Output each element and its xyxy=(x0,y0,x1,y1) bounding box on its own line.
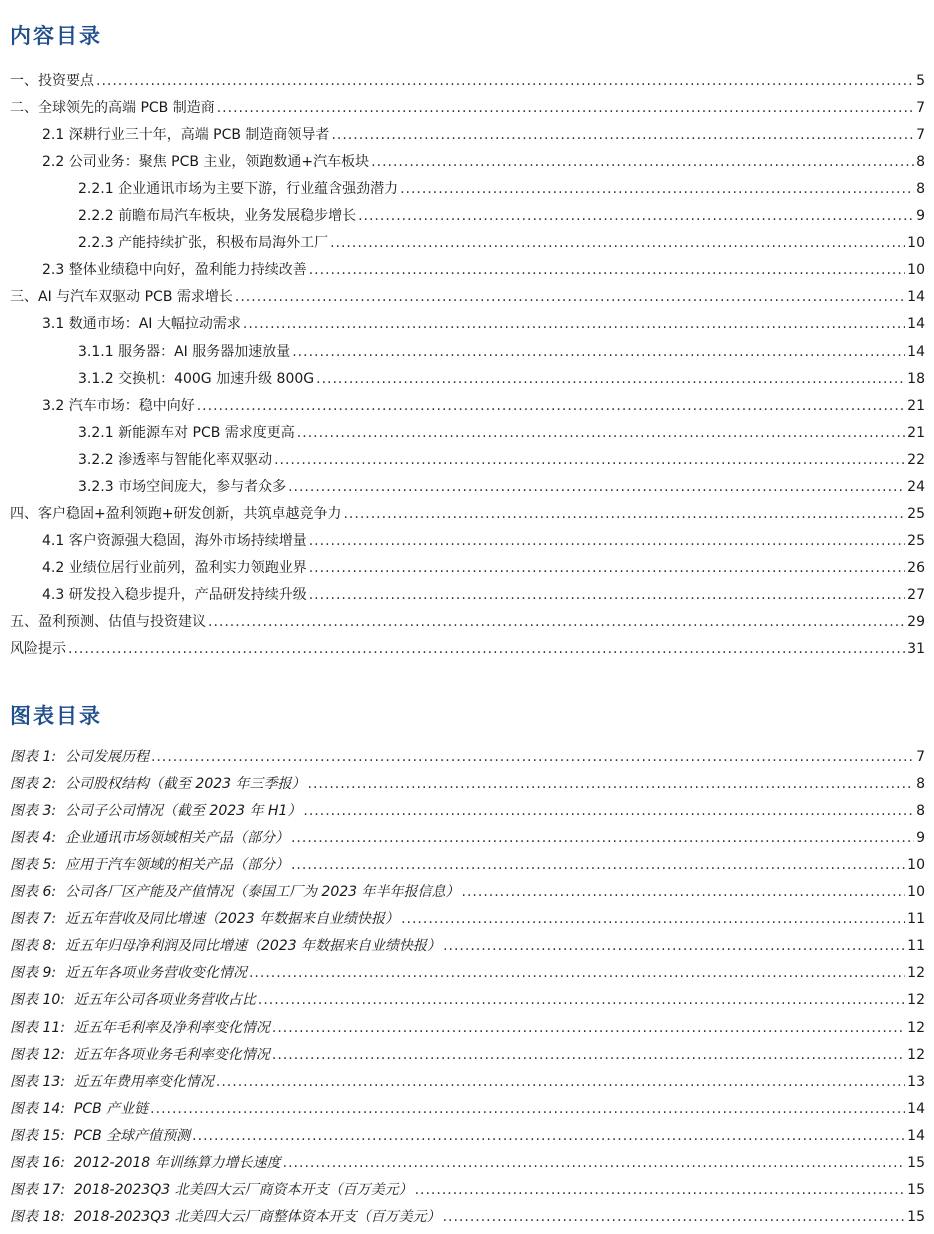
toc-entry-page: 9 xyxy=(916,208,925,225)
toc-entry[interactable] xyxy=(42,151,925,173)
figure-entry[interactable] xyxy=(10,1206,925,1228)
figure-entry-label xyxy=(10,1017,270,1039)
toc-entry[interactable] xyxy=(10,638,925,660)
toc-entry-page: 7 xyxy=(916,100,925,117)
toc-entry-label: 3.2.1 新能源车对 PCB 需求度更高 xyxy=(78,424,295,441)
figure-number: 图表 5: xyxy=(10,857,57,874)
figure-entry[interactable] xyxy=(10,1125,925,1147)
figure-entry-page: 10 xyxy=(907,857,925,874)
figure-number: 图表 17: xyxy=(10,1181,65,1198)
toc-entry[interactable] xyxy=(78,449,925,471)
dot-leader xyxy=(272,1044,905,1066)
figure-entry-label xyxy=(10,908,399,930)
toc-entry-page: 7 xyxy=(916,127,925,144)
figure-entry[interactable] xyxy=(10,1017,925,1039)
toc-entry-label: 四、客户稳固+盈利领跑+研发创新，共筑卓越竞争力 xyxy=(10,505,342,522)
toc-entry-page: 8 xyxy=(916,154,925,171)
figure-title: 近五年营收及同比增速（2023 年数据来自业绩快报） xyxy=(64,911,400,928)
toc-entry-label: 3.2.2 渗透率与智能化率双驱动 xyxy=(78,451,273,468)
toc-entry-page: 22 xyxy=(907,451,925,468)
figure-entry-label xyxy=(10,746,149,768)
toc-entry-label: 三、AI 与汽车双驱动 PCB 需求增长 xyxy=(10,289,233,306)
figure-entry[interactable] xyxy=(10,1071,925,1093)
dot-leader xyxy=(316,368,905,390)
figure-title: 2018-2023Q3 北美四大云厂商整体资本开支（百万美元） xyxy=(73,1208,441,1225)
toc-entry[interactable] xyxy=(42,557,925,579)
figure-entry-page: 10 xyxy=(907,884,925,901)
figure-number: 图表 2: xyxy=(10,776,57,793)
figure-number: 图表 16: xyxy=(10,1154,65,1171)
dot-leader xyxy=(197,395,905,417)
dot-leader xyxy=(96,70,914,92)
figure-entry[interactable] xyxy=(10,1179,925,1201)
figure-title: PCB 全球产值预测 xyxy=(73,1127,191,1144)
dot-leader xyxy=(235,286,905,308)
toc-entry[interactable] xyxy=(10,503,925,525)
toc-entry-page: 14 xyxy=(907,289,925,306)
dot-leader xyxy=(309,530,905,552)
toc-entry-page: 18 xyxy=(907,370,925,387)
figure-number: 图表 15: xyxy=(10,1127,65,1144)
toc-entry-label: 2.1 深耕行业三十年，高端 PCB 制造商领导者 xyxy=(42,127,330,144)
dot-leader xyxy=(192,1125,905,1147)
toc-entry-page: 5 xyxy=(916,73,925,89)
figure-number: 图表 13: xyxy=(10,1073,65,1090)
toc-entry-page: 10 xyxy=(907,262,925,279)
toc-entry[interactable] xyxy=(42,395,925,417)
figure-title: 近五年归母净利润及同比增速（2023 年数据来自业绩快报） xyxy=(64,938,442,955)
toc-entry[interactable] xyxy=(10,611,925,633)
toc-entry-label: 3.1 数通市场：AI 大幅拉动需求 xyxy=(42,316,241,333)
toc-entry-label: 风险提示 xyxy=(10,641,66,658)
figure-entry[interactable] xyxy=(10,746,925,768)
figure-title: 近五年各项业务营收变化情况 xyxy=(64,965,247,982)
figure-entry[interactable] xyxy=(10,773,925,795)
figure-entry[interactable] xyxy=(10,1044,925,1066)
toc-entry-label: 2.2.2 前瞻布局汽车板块，业务发展稳步增长 xyxy=(78,208,357,225)
figure-entry-label xyxy=(10,827,289,849)
figure-entry[interactable] xyxy=(10,908,925,930)
toc-entry[interactable] xyxy=(42,124,925,146)
toc-entry[interactable] xyxy=(78,341,925,363)
figure-entry-label xyxy=(10,881,460,903)
figure-entry-page: 11 xyxy=(907,938,925,955)
toc-entry-label: 一、投资要点 xyxy=(10,73,94,89)
figure-number: 图表 7: xyxy=(10,911,57,928)
figure-entry-page: 14 xyxy=(907,1127,925,1144)
figure-entry-label xyxy=(10,1044,270,1066)
toc-entry-page: 8 xyxy=(916,181,925,198)
toc-entry-label: 二、全球领先的高端 PCB 制造商 xyxy=(10,100,215,117)
figure-entry-page: 12 xyxy=(907,1046,925,1063)
figure-entry[interactable] xyxy=(10,989,925,1011)
figure-title: 近五年各项业务毛利率变化情况 xyxy=(73,1046,270,1063)
figure-entry-page: 7 xyxy=(916,749,925,765)
dot-leader xyxy=(217,97,914,119)
toc-entry-page: 25 xyxy=(907,532,925,549)
dot-leader xyxy=(401,908,905,930)
toc-entry[interactable] xyxy=(10,70,925,92)
dot-leader xyxy=(308,773,915,795)
figures-title: 图表目录 xyxy=(10,704,102,728)
toc-entry-page: 24 xyxy=(907,478,925,495)
figure-entry[interactable] xyxy=(10,827,925,849)
toc-entry-page: 25 xyxy=(907,505,925,522)
toc-entry-page: 26 xyxy=(907,559,925,576)
toc-entry[interactable] xyxy=(10,97,925,119)
dot-leader xyxy=(309,584,905,606)
figure-title: 公司股权结构（截至 2023 年三季报） xyxy=(64,776,306,793)
toc-entry[interactable] xyxy=(78,368,925,390)
toc-entry-page: 27 xyxy=(907,586,925,603)
figure-number: 图表 4: xyxy=(10,830,57,847)
figure-entry-page: 15 xyxy=(907,1181,925,1198)
toc-entry-label: 2.3 整体业绩稳中向好，盈利能力持续改善 xyxy=(42,262,307,279)
toc-entry[interactable] xyxy=(78,178,925,200)
toc-entry-label: 3.1.1 服务器：AI 服务器加速放量 xyxy=(78,343,291,360)
toc-entry[interactable] xyxy=(42,530,925,552)
toc-entry-label: 4.2 业绩位居行业前列，盈利实力领跑业界 xyxy=(42,559,307,576)
dot-leader xyxy=(150,1098,905,1120)
figure-title: PCB 产业链 xyxy=(73,1100,149,1117)
dot-leader xyxy=(292,341,905,363)
figure-entry-label xyxy=(10,962,247,984)
figure-entry[interactable] xyxy=(10,935,925,957)
dot-leader xyxy=(330,232,905,254)
figure-number: 图表 12: xyxy=(10,1046,65,1063)
dot-leader xyxy=(371,151,914,173)
dot-leader xyxy=(462,881,906,903)
dot-leader xyxy=(309,259,905,281)
figure-number: 图表 1: xyxy=(10,749,57,765)
toc-entry[interactable] xyxy=(42,584,925,606)
figure-number: 图表 9: xyxy=(10,965,57,982)
dot-leader xyxy=(358,205,914,227)
figure-entry-page: 13 xyxy=(907,1073,925,1090)
dot-leader xyxy=(291,854,905,876)
toc-entry-label: 3.2.3 市场空间庞大，参与者众多 xyxy=(78,478,287,495)
figure-title: 2012-2018 年训练算力增长速度 xyxy=(73,1154,281,1171)
dot-leader xyxy=(303,800,914,822)
dot-leader xyxy=(291,827,914,849)
figure-title: 公司各厂区产能及产值情况（泰国工厂为 2023 年半年报信息） xyxy=(64,884,460,901)
figure-entry-page: 14 xyxy=(907,1100,925,1117)
figure-entry-label xyxy=(10,1152,281,1174)
toc-entry-label: 4.3 研发投入稳步提升，产品研发持续升级 xyxy=(42,586,307,603)
toc-entry[interactable] xyxy=(42,259,925,281)
figure-number: 图表 14: xyxy=(10,1100,65,1117)
figure-entry[interactable] xyxy=(10,800,925,822)
toc-entry[interactable] xyxy=(78,422,925,444)
toc-entry-label: 3.1.2 交换机：400G 加速升级 800G xyxy=(78,370,315,387)
dot-leader xyxy=(68,638,905,660)
figure-entry[interactable] xyxy=(10,1152,925,1174)
toc-entry-label: 2.2 公司业务：聚焦 PCB 主业，领跑数通+汽车板块 xyxy=(42,154,370,171)
dot-leader xyxy=(415,1179,906,1201)
figure-entry-page: 11 xyxy=(907,911,925,928)
dot-leader xyxy=(243,313,905,335)
dot-leader xyxy=(331,124,914,146)
figure-entry-label xyxy=(10,773,306,795)
figure-entry[interactable] xyxy=(10,881,925,903)
dot-leader xyxy=(283,1152,906,1174)
figure-entry-label xyxy=(10,854,289,876)
figure-entry-page: 12 xyxy=(907,992,925,1009)
figure-entry-label xyxy=(10,1071,214,1093)
dot-leader xyxy=(400,178,914,200)
figure-title: 公司发展历程 xyxy=(64,749,149,765)
figure-title: 企业通讯市场领域相关产品（部分） xyxy=(64,830,289,847)
figure-entry-page: 12 xyxy=(907,1019,925,1036)
dot-leader xyxy=(288,476,905,498)
dot-leader xyxy=(274,449,905,471)
figure-title: 近五年费用率变化情况 xyxy=(73,1073,214,1090)
figure-entry-page: 9 xyxy=(916,830,925,847)
figure-number: 图表 3: xyxy=(10,803,57,820)
figure-number: 图表 8: xyxy=(10,938,57,955)
toc-entry[interactable] xyxy=(42,313,925,335)
dot-leader xyxy=(443,1206,906,1228)
dot-leader xyxy=(343,503,905,525)
dot-leader xyxy=(272,1017,905,1039)
figure-entry-label xyxy=(10,935,441,957)
figure-number: 图表 11: xyxy=(10,1019,65,1036)
figure-title: 应用于汽车领域的相关产品（部分） xyxy=(64,857,289,874)
figure-entry-page: 12 xyxy=(907,965,925,982)
toc-entry-label: 五、盈利预测、估值与投资建议 xyxy=(10,614,206,630)
figure-entry-label xyxy=(10,1098,148,1120)
figure-entry-label xyxy=(10,1125,190,1147)
figure-title: 2018-2023Q3 北美四大云厂商资本开支（百万美元） xyxy=(73,1181,413,1198)
figure-number: 图表 10: xyxy=(10,992,65,1009)
toc-entry-label: 2.2.3 产能持续扩张，积极布局海外工厂 xyxy=(78,235,329,252)
figure-entry-label xyxy=(10,989,256,1011)
dot-leader xyxy=(309,557,905,579)
figure-title: 近五年毛利率及净利率变化情况 xyxy=(73,1019,270,1036)
figure-entry[interactable] xyxy=(10,1098,925,1120)
toc-entry-label: 2.2.1 企业通讯市场为主要下游，行业蕴含强劲潜力 xyxy=(78,181,399,198)
toc-entry-page: 14 xyxy=(907,316,925,333)
dot-leader xyxy=(443,935,905,957)
toc-entry-label: 3.2 汽车市场：稳中向好 xyxy=(42,397,195,414)
figure-entry-page: 8 xyxy=(916,776,925,793)
contents-title: 内容目录 xyxy=(10,24,102,48)
figure-number: 图表 6: xyxy=(10,884,57,901)
figure-title: 公司子公司情况（截至 2023 年 H1） xyxy=(64,803,302,820)
figure-title: 近五年公司各项业务营收占比 xyxy=(73,992,256,1009)
figure-entry-page: 8 xyxy=(916,803,925,820)
dot-leader xyxy=(249,962,905,984)
toc-entry-page: 21 xyxy=(907,424,925,441)
dot-leader xyxy=(216,1071,905,1093)
toc-entry-page: 31 xyxy=(907,641,925,658)
toc-entry-label: 4.1 客户资源强大稳固，海外市场持续增量 xyxy=(42,532,307,549)
dot-leader xyxy=(297,422,905,444)
dot-leader xyxy=(151,746,914,768)
toc-entry[interactable] xyxy=(78,476,925,498)
toc-entry-page: 10 xyxy=(907,235,925,252)
dot-leader xyxy=(258,989,905,1011)
toc-entry[interactable] xyxy=(10,286,925,308)
figure-entry-label xyxy=(10,800,301,822)
figure-entry[interactable] xyxy=(10,854,925,876)
figure-entry-label xyxy=(10,1206,441,1228)
dot-leader xyxy=(208,611,905,633)
toc-entry-page: 21 xyxy=(907,397,925,414)
toc-entry-page: 14 xyxy=(907,343,925,360)
figure-entry[interactable] xyxy=(10,962,925,984)
toc-entry[interactable] xyxy=(78,205,925,227)
figure-entry-page: 15 xyxy=(907,1208,925,1225)
toc-entry[interactable] xyxy=(78,232,925,254)
toc-entry-page: 29 xyxy=(907,614,925,630)
figure-number: 图表 18: xyxy=(10,1208,65,1225)
figure-entry-page: 15 xyxy=(907,1154,925,1171)
figure-entry-label xyxy=(10,1179,413,1201)
